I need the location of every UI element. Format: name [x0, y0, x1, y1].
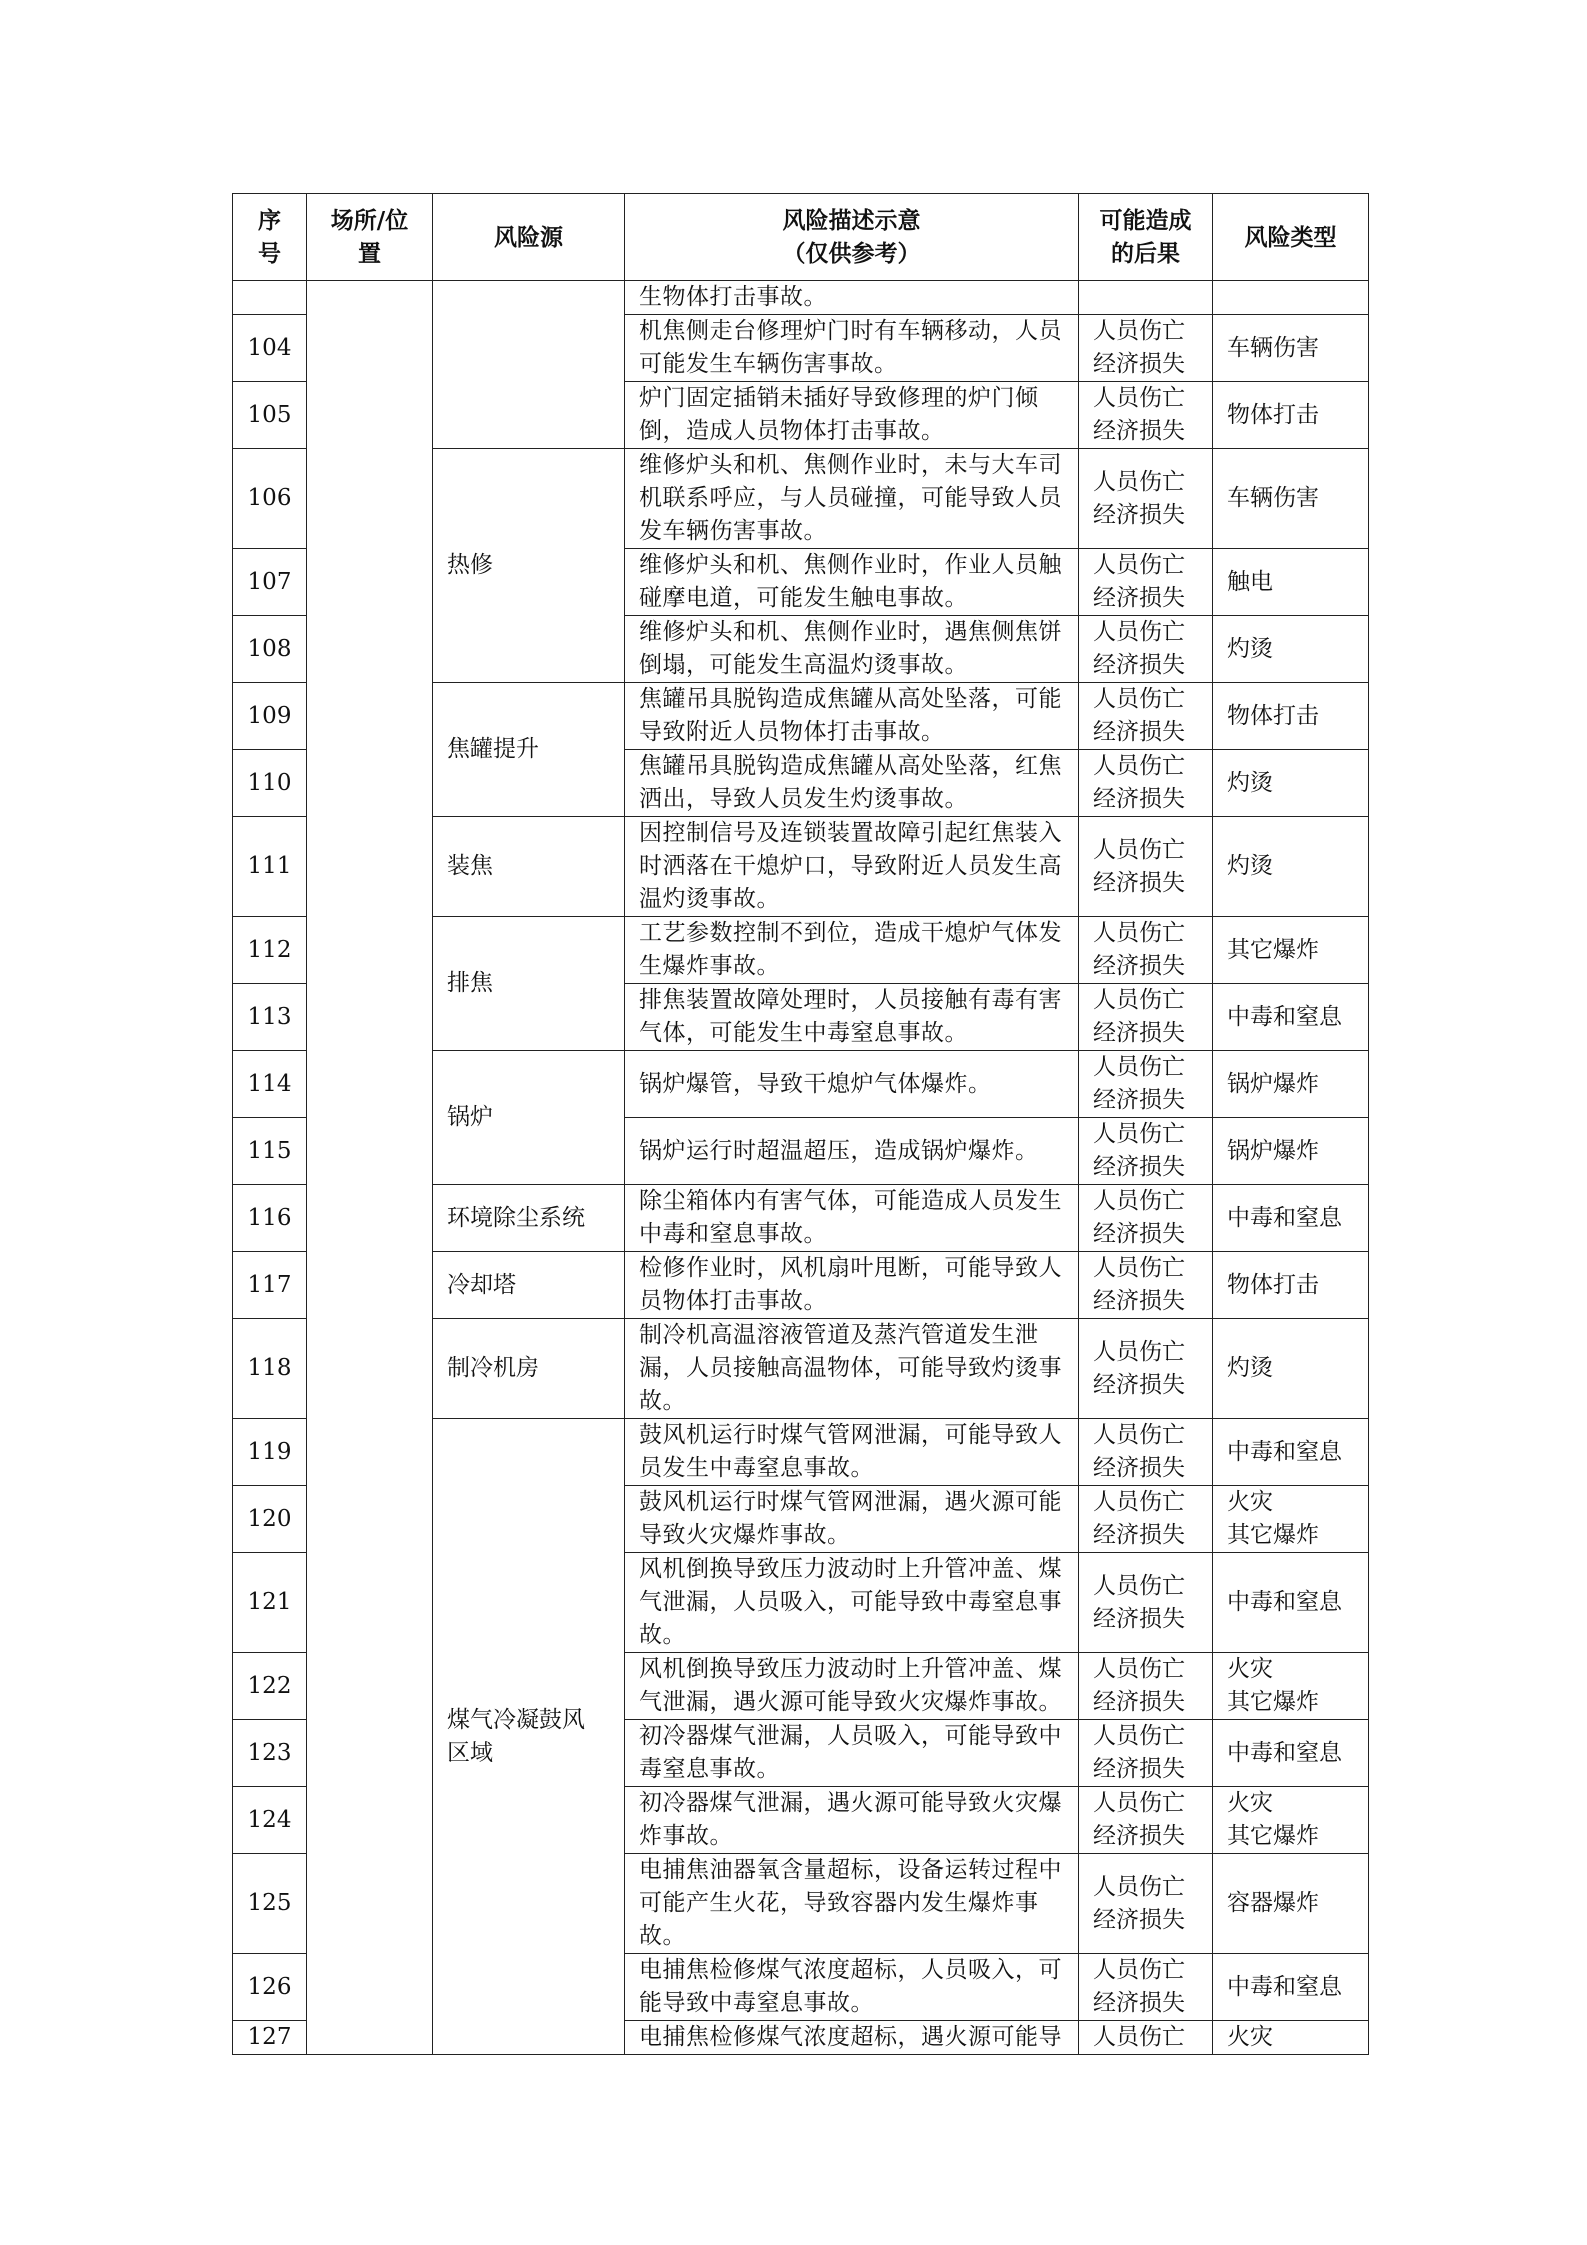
- risk-source-cell: 热修: [433, 449, 625, 683]
- header-no: 序 号: [233, 194, 307, 281]
- risk-description-cell: 排焦装置故障处理时，人员接触有毒有害气体，可能发生中毒窒息事故。: [625, 984, 1079, 1051]
- risk-description-cell: 焦罐吊具脱钩造成焦罐从高处坠落，可能导致附近人员物体打击事故。: [625, 683, 1079, 750]
- consequence-cell: 人员伤亡 经济损失: [1079, 1419, 1213, 1486]
- table-header: [233, 194, 1369, 281]
- risk-description-cell: 制冷机高温溶液管道及蒸汽管道发生泄漏，人员接触高温物体，可能导致灼烫事故。: [625, 1319, 1079, 1419]
- risk-description-cell: 生物体打击事故。: [625, 281, 1079, 315]
- consequence-cell: 人员伤亡 经济损失: [1079, 1653, 1213, 1720]
- risk-source-cell: 焦罐提升: [433, 683, 625, 817]
- risk-type-cell: 灼烫: [1213, 817, 1369, 917]
- consequence-cell: 人员伤亡 经济损失: [1079, 315, 1213, 382]
- risk-description-cell: 锅炉爆管，导致干熄炉气体爆炸。: [625, 1051, 1079, 1118]
- consequence-cell: 人员伤亡 经济损失: [1079, 683, 1213, 750]
- consequence-cell: [1079, 281, 1213, 315]
- risk-source-cell: [433, 281, 625, 449]
- risk-type-cell: [1213, 281, 1369, 315]
- risk-type-cell: 火灾 其它爆炸: [1213, 1486, 1369, 1553]
- row-number: 118: [233, 1319, 307, 1419]
- risk-description-cell: 电捕焦检修煤气浓度超标，人员吸入，可能导致中毒窒息事故。: [625, 1954, 1079, 2021]
- row-number: 111: [233, 817, 307, 917]
- risk-description-cell: 风机倒换导致压力波动时上升管冲盖、煤气泄漏，人员吸入，可能导致中毒窒息事故。: [625, 1553, 1079, 1653]
- risk-description-cell: 检修作业时，风机扇叶甩断，可能导致人员物体打击事故。: [625, 1252, 1079, 1319]
- header-consequence: 可能造成 的后果: [1079, 194, 1213, 281]
- row-number: 113: [233, 984, 307, 1051]
- risk-description-cell: 电捕焦油器氧含量超标，设备运转过程中可能产生火花，导致容器内发生爆炸事故。: [625, 1854, 1079, 1954]
- risk-description-cell: 初冷器煤气泄漏，遇火源可能导致火灾爆炸事故。: [625, 1787, 1079, 1854]
- risk-table-page: [232, 193, 1368, 2055]
- consequence-cell: 人员伤亡 经济损失: [1079, 449, 1213, 549]
- row-number: 112: [233, 917, 307, 984]
- row-number: 127: [233, 2021, 307, 2055]
- row-number: 114: [233, 1051, 307, 1118]
- risk-type-cell: 灼烫: [1213, 1319, 1369, 1419]
- consequence-cell: 人员伤亡 经济损失: [1079, 616, 1213, 683]
- risk-type-cell: 火灾 其它爆炸: [1213, 1653, 1369, 1720]
- risk-description-cell: 锅炉运行时超温超压，造成锅炉爆炸。: [625, 1118, 1079, 1185]
- row-number: 109: [233, 683, 307, 750]
- row-number: 122: [233, 1653, 307, 1720]
- consequence-cell: 人员伤亡: [1079, 2021, 1213, 2055]
- risk-type-cell: 容器爆炸: [1213, 1854, 1369, 1954]
- risk-description-cell: 工艺参数控制不到位，造成干熄炉气体发生爆炸事故。: [625, 917, 1079, 984]
- consequence-cell: 人员伤亡 经济损失: [1079, 1854, 1213, 1954]
- consequence-cell: 人员伤亡 经济损失: [1079, 1720, 1213, 1787]
- risk-type-cell: 中毒和窒息: [1213, 1553, 1369, 1653]
- header-location: 场所/位 置: [307, 194, 433, 281]
- consequence-cell: 人员伤亡 经济损失: [1079, 1252, 1213, 1319]
- risk-table: [232, 193, 1369, 2055]
- consequence-cell: 人员伤亡 经济损失: [1079, 1486, 1213, 1553]
- header-risk-type: 风险类型: [1213, 194, 1369, 281]
- risk-description-cell: 风机倒换导致压力波动时上升管冲盖、煤气泄漏，遇火源可能导致火灾爆炸事故。: [625, 1653, 1079, 1720]
- risk-type-cell: 灼烫: [1213, 750, 1369, 817]
- row-number: 106: [233, 449, 307, 549]
- risk-description-cell: 炉门固定插销未插好导致修理的炉门倾倒，造成人员物体打击事故。: [625, 382, 1079, 449]
- consequence-cell: 人员伤亡 经济损失: [1079, 382, 1213, 449]
- risk-type-cell: 火灾: [1213, 2021, 1369, 2055]
- risk-description-cell: 因控制信号及连锁装置故障引起红焦装入时洒落在干熄炉口，导致附近人员发生高温灼烫事故。: [625, 817, 1079, 917]
- consequence-cell: 人员伤亡 经济损失: [1079, 1787, 1213, 1854]
- risk-type-cell: 其它爆炸: [1213, 917, 1369, 984]
- row-number: 124: [233, 1787, 307, 1854]
- risk-source-cell: 环境除尘系统: [433, 1185, 625, 1252]
- risk-source-cell: 排焦: [433, 917, 625, 1051]
- risk-description-cell: 除尘箱体内有害气体，可能造成人员发生中毒和窒息事故。: [625, 1185, 1079, 1252]
- risk-description-cell: 焦罐吊具脱钩造成焦罐从高处坠落，红焦洒出，导致人员发生灼烫事故。: [625, 750, 1079, 817]
- risk-source-cell: 锅炉: [433, 1051, 625, 1185]
- row-number: 121: [233, 1553, 307, 1653]
- risk-type-cell: 车辆伤害: [1213, 315, 1369, 382]
- consequence-cell: 人员伤亡 经济损失: [1079, 1118, 1213, 1185]
- risk-source-cell: 装焦: [433, 817, 625, 917]
- risk-type-cell: 锅炉爆炸: [1213, 1118, 1369, 1185]
- row-number: 123: [233, 1720, 307, 1787]
- header-description: 风险描述示意 （仅供参考）: [625, 194, 1079, 281]
- consequence-cell: 人员伤亡 经济损失: [1079, 917, 1213, 984]
- row-number: [233, 281, 307, 315]
- row-number: 120: [233, 1486, 307, 1553]
- location-cell: [307, 281, 433, 2055]
- consequence-cell: 人员伤亡 经济损失: [1079, 1954, 1213, 2021]
- row-number: 115: [233, 1118, 307, 1185]
- risk-type-cell: 物体打击: [1213, 382, 1369, 449]
- risk-type-cell: 灼烫: [1213, 616, 1369, 683]
- risk-type-cell: 火灾 其它爆炸: [1213, 1787, 1369, 1854]
- risk-description-cell: 鼓风机运行时煤气管网泄漏，遇火源可能导致火灾爆炸事故。: [625, 1486, 1079, 1553]
- risk-type-cell: 中毒和窒息: [1213, 1185, 1369, 1252]
- risk-type-cell: 物体打击: [1213, 1252, 1369, 1319]
- table-row: [233, 281, 1369, 315]
- consequence-cell: 人员伤亡 经济损失: [1079, 1553, 1213, 1653]
- row-number: 117: [233, 1252, 307, 1319]
- consequence-cell: 人员伤亡 经济损失: [1079, 1185, 1213, 1252]
- risk-description-cell: 维修炉头和机、焦侧作业时，遇焦侧焦饼倒塌，可能发生高温灼烫事故。: [625, 616, 1079, 683]
- consequence-cell: 人员伤亡 经济损失: [1079, 817, 1213, 917]
- row-number: 126: [233, 1954, 307, 2021]
- risk-type-cell: 中毒和窒息: [1213, 1720, 1369, 1787]
- risk-description-cell: 维修炉头和机、焦侧作业时，作业人员触碰摩电道，可能发生触电事故。: [625, 549, 1079, 616]
- risk-description-cell: 鼓风机运行时煤气管网泄漏，可能导致人员发生中毒窒息事故。: [625, 1419, 1079, 1486]
- consequence-cell: 人员伤亡 经济损失: [1079, 1051, 1213, 1118]
- risk-source-cell: 煤气冷凝鼓风 区域: [433, 1419, 625, 2055]
- risk-source-cell: 冷却塔: [433, 1252, 625, 1319]
- row-number: 105: [233, 382, 307, 449]
- row-number: 119: [233, 1419, 307, 1486]
- row-number: 108: [233, 616, 307, 683]
- risk-description-cell: 电捕焦检修煤气浓度超标，遇火源可能导: [625, 2021, 1079, 2055]
- row-number: 104: [233, 315, 307, 382]
- consequence-cell: 人员伤亡 经济损失: [1079, 1319, 1213, 1419]
- row-number: 110: [233, 750, 307, 817]
- consequence-cell: 人员伤亡 经济损失: [1079, 750, 1213, 817]
- row-number: 107: [233, 549, 307, 616]
- risk-description-cell: 机焦侧走台修理炉门时有车辆移动，人员可能发生车辆伤害事故。: [625, 315, 1079, 382]
- row-number: 116: [233, 1185, 307, 1252]
- consequence-cell: 人员伤亡 经济损失: [1079, 549, 1213, 616]
- risk-description-cell: 维修炉头和机、焦侧作业时，未与大车司机联系呼应，与人员碰撞，可能导致人员发车辆伤害事故。: [625, 449, 1079, 549]
- risk-type-cell: 车辆伤害: [1213, 449, 1369, 549]
- header-source: 风险源: [433, 194, 625, 281]
- risk-type-cell: 中毒和窒息: [1213, 1419, 1369, 1486]
- risk-type-cell: 锅炉爆炸: [1213, 1051, 1369, 1118]
- row-number: 125: [233, 1854, 307, 1954]
- risk-type-cell: 物体打击: [1213, 683, 1369, 750]
- table-body: [233, 281, 1369, 2055]
- risk-type-cell: 中毒和窒息: [1213, 1954, 1369, 2021]
- risk-source-cell: 制冷机房: [433, 1319, 625, 1419]
- risk-type-cell: 中毒和窒息: [1213, 984, 1369, 1051]
- consequence-cell: 人员伤亡 经济损失: [1079, 984, 1213, 1051]
- risk-type-cell: 触电: [1213, 549, 1369, 616]
- risk-description-cell: 初冷器煤气泄漏，人员吸入，可能导致中毒窒息事故。: [625, 1720, 1079, 1787]
